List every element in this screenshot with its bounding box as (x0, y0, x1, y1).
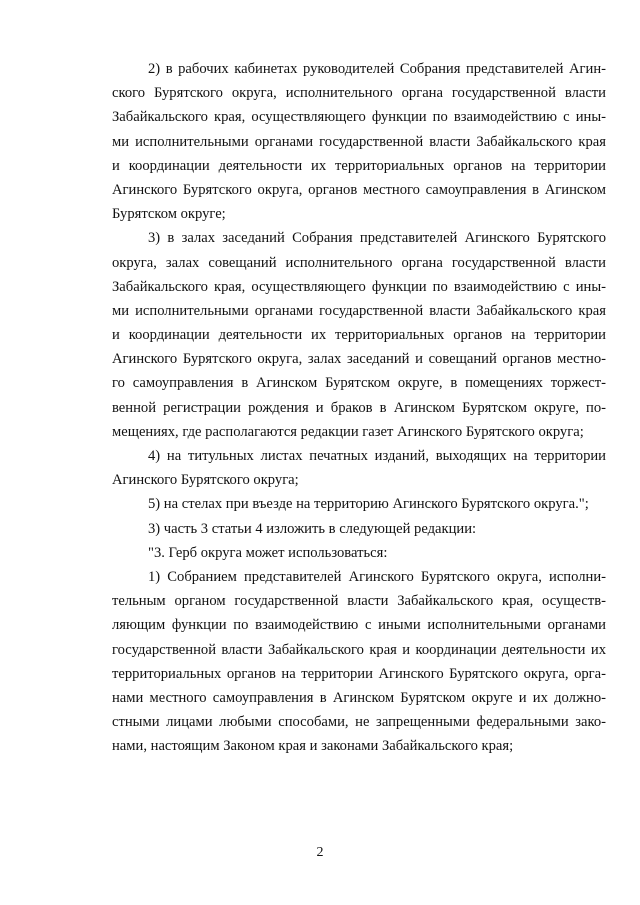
text-line: стными лицами любыми способами, не запрещенными федеральными зако- (112, 714, 606, 731)
text-line: Забайкальского края, осуществляющего функции по взаимодействию с ины- (112, 278, 606, 295)
text-line: мещениях, где располагаются редакции газет Агинского Бурятского округа; (112, 423, 584, 440)
text-line: Агинского Бурятского округа, залах заседаний и совещаний органов местно- (112, 351, 606, 368)
paragraph-item-5 (112, 492, 606, 516)
text-line: 1) Собранием представителей Агинского Бурятского округа, исполни- (148, 568, 606, 585)
text-line: 5) на стелах при въезде на территорию Агинского Бурятского округа."; (148, 496, 589, 513)
page-number: 2 (316, 845, 324, 860)
text-line: государственной власти Забайкальского края и координации деятельности их (112, 641, 606, 658)
text-line: и координации деятельности их территориальных органов на территории (112, 327, 606, 344)
paragraph-amendment-3 (112, 517, 606, 541)
text-line: венной регистрации рождения и браков в Агинском Бурятском округе, по- (112, 399, 606, 416)
text-line: нами местного самоуправления в Агинском Бурятском округе и их должно- (112, 689, 606, 706)
text-line: территориальных органов на территории Агинского Бурятского округа, орга- (112, 665, 606, 682)
text-line: Агинского Бурятского округа; (112, 472, 299, 489)
text-line: 2) в рабочих кабинетах руководителей Собрания представителей Агин- (148, 61, 606, 77)
paragraph-item-3 (112, 226, 606, 444)
text-line: Бурятском округе; (112, 206, 226, 223)
paragraph-part-3-heading (112, 541, 606, 565)
text-line: ми исполнительными органами государственной власти Забайкальского края (112, 302, 606, 319)
text-line: 3) часть 3 статьи 4 изложить в следующей редакции: (148, 520, 477, 537)
text-line: округа, залах совещаний исполнительного органа государственной власти (112, 254, 606, 271)
text-line: ми исполнительными органами государственной власти Забайкальского края (112, 133, 606, 150)
text-line: го самоуправления в Агинском Бурятском округе, в помещениях торжест- (112, 375, 606, 392)
text-line: Агинского Бурятского округа, органов местного самоуправления в Агинском (112, 181, 606, 198)
text-line: ского Бурятского округа, исполнительного органа государственной власти (112, 85, 606, 102)
paragraph-item-1 (112, 565, 606, 759)
paragraph-item-4 (112, 444, 606, 492)
document-body (112, 57, 606, 758)
text-line: 3) в залах заседаний Собрания представителей Агинского Бурятского (148, 230, 606, 247)
text-line: тельным органом государственной власти Забайкальского края, осуществ- (112, 593, 606, 610)
text-line: ляющим функции по взаимодействию с иными исполнительными органами (112, 617, 606, 634)
text-line: нами, настоящим Законом края и законами Забайкальского края; (112, 738, 514, 755)
paragraph-item-2 (112, 57, 606, 226)
text-line: Забайкальского края, осуществляющего функции по взаимодействию с ины- (112, 109, 606, 126)
text-line: "3. Герб округа может использоваться: (148, 544, 388, 561)
text-line: 4) на титульных листах печатных изданий, выходящих на территории (148, 448, 606, 464)
text-line: и координации деятельности их территориальных органов на территории (112, 157, 606, 174)
